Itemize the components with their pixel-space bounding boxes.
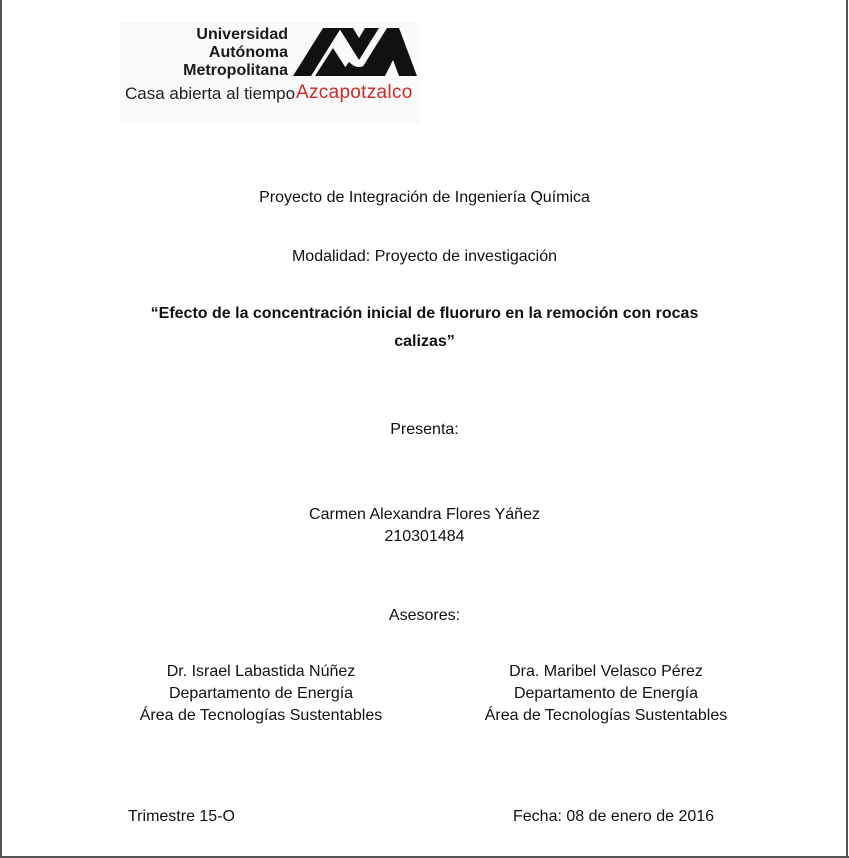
- advisor-department: Departamento de Energía: [513, 685, 699, 702]
- uam-logo: [120, 22, 420, 124]
- program-name: Proyecto de Integración de Ingeniería Química: [259, 189, 590, 206]
- author-name: Carmen Alexandra Flores Yáñez: [309, 506, 540, 523]
- logo-name-line-1: Universidad: [196, 26, 288, 43]
- thesis-title-line-2: calizas”: [394, 333, 455, 350]
- advisor-name: Dr. Israel Labastida Núñez: [166, 663, 356, 680]
- date: Fecha: 08 de enero de 2016: [513, 808, 715, 825]
- advisor-name: Dra. Maribel Velasco Pérez: [509, 663, 703, 680]
- logo-name-line-2: Autónoma: [208, 44, 288, 61]
- advisor-area: Área de Tecnologías Sustentables: [139, 707, 383, 724]
- advisor-department: Departamento de Energía: [168, 685, 354, 702]
- modality: Modalidad: Proyecto de investigación: [291, 248, 558, 265]
- presents-label: Presenta:: [390, 421, 459, 438]
- advisor-left: [111, 661, 411, 727]
- logo-campus: Azcapotzalco: [296, 82, 413, 103]
- uam-emblem-icon: [293, 26, 417, 78]
- thesis-title-line-1: “Efecto de la concentración inicial de fluoruro en la remoción con rocas: [150, 305, 699, 322]
- advisors-label: Asesores:: [388, 607, 461, 624]
- logo-name-line-3: Metropolitana: [183, 62, 288, 79]
- advisor-area: Área de Tecnologías Sustentables: [484, 707, 728, 724]
- advisor-right: [456, 661, 756, 727]
- logo-tagline: Casa abierta al tiempo: [125, 84, 296, 103]
- author-id: 210301484: [384, 528, 465, 545]
- logo-university-name: [183, 26, 288, 80]
- term: Trimestre 15-O: [128, 808, 235, 825]
